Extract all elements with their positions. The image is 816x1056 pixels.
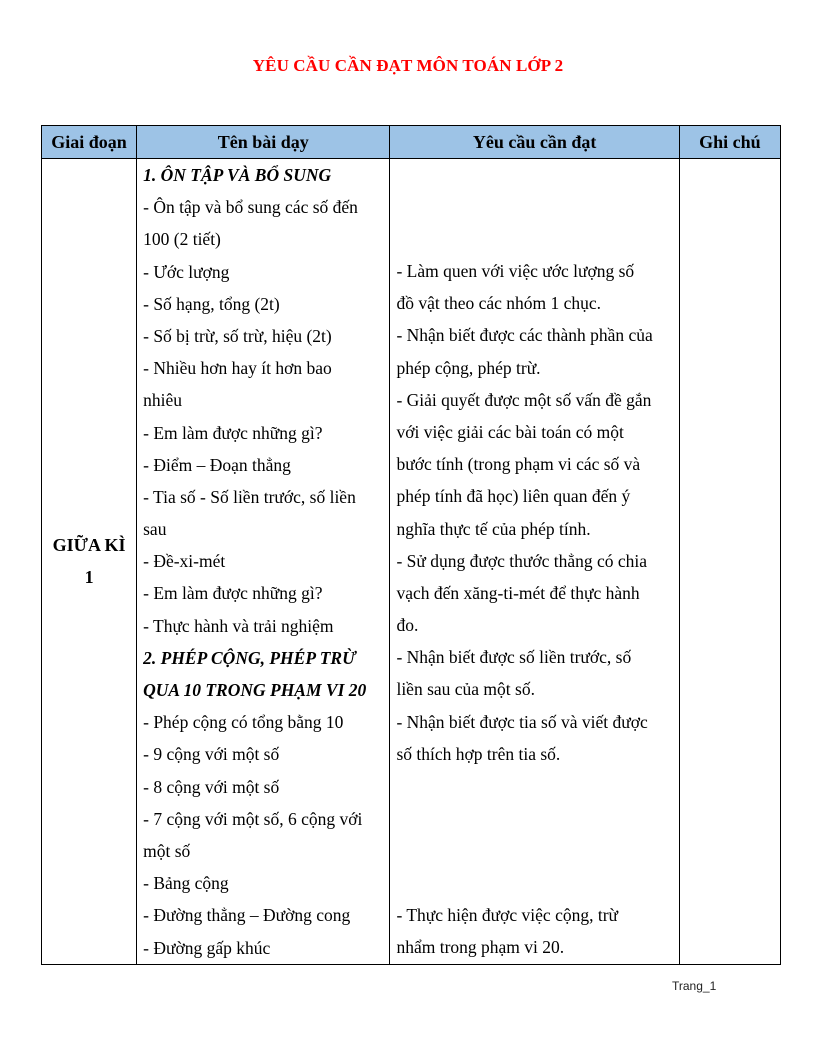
requirement-item: với việc giải các bài toán có một [396, 421, 624, 442]
section-heading: 2. PHÉP CỘNG, PHÉP TRỪ [143, 647, 356, 668]
lesson-item: một số [143, 840, 191, 861]
requirement-item: vạch đến xăng-ti-mét để thực hành [396, 582, 640, 603]
lessons-cell [137, 159, 390, 965]
header-stage: Giai đoạn [42, 126, 137, 159]
lesson-item: - Em làm được những gì? [143, 583, 323, 604]
requirement-item: - Làm quen với việc ước lượng số [396, 261, 635, 281]
requirements-table [41, 125, 781, 965]
requirement-item: - Giải quyết được một số vấn đề gắn [396, 389, 652, 410]
requirement-list [390, 159, 678, 963]
lesson-item: - Bảng cộng [143, 873, 229, 894]
requirement-item: nghĩa thực tế của phép tính. [396, 518, 591, 539]
stage-cell [42, 159, 137, 965]
requirement-item: nhẩm trong phạm vi 20. [396, 936, 565, 957]
requirement-item: phép cộng, phép trừ. [396, 357, 541, 378]
lesson-item: - Điểm – Đoạn thẳng [143, 454, 291, 475]
lesson-item: - Tia số - Số liền trước, số liền [143, 486, 356, 507]
header-notes: Ghi chú [679, 126, 780, 159]
table-header-row [42, 126, 781, 159]
lesson-list [137, 159, 389, 964]
requirement-item: - Nhận biết được số liền trước, số [396, 647, 632, 668]
requirement-item: bước tính (trong phạm vi các số và [396, 454, 641, 475]
requirement-item: - Nhận biết được các thành phần của [396, 325, 653, 346]
requirements-cell [390, 159, 679, 965]
lesson-item: - Ước lượng [143, 261, 230, 282]
lesson-item: 100 (2 tiết) [143, 229, 221, 250]
section-heading: 1. ÔN TẬP VÀ BỔ SUNG [143, 165, 332, 185]
lesson-item: - Đề-xi-mét [143, 551, 226, 572]
requirement-item: đo. [396, 615, 419, 636]
lesson-item: - 8 cộng với một số [143, 776, 280, 797]
notes-cell [679, 159, 780, 965]
table-row [42, 159, 781, 965]
lesson-item: - Đường thẳng – Đường cong [143, 905, 351, 926]
lesson-item: - Nhiều hơn hay ít hơn bao [143, 358, 332, 379]
requirement-item: phép tính đã học) liên quan đến ý [396, 486, 631, 507]
requirement-item: - Thực hiện được việc cộng, trừ [396, 904, 619, 925]
lesson-item: - Đường gấp khúc [143, 937, 271, 958]
stage-label-line2: 1 [84, 567, 94, 588]
requirement-spacer [396, 770, 673, 899]
lesson-item: - 7 cộng với một số, 6 cộng với [143, 808, 363, 829]
section-heading: QUA 10 TRONG PHẠM VI 20 [143, 680, 367, 700]
header-requirements: Yêu cầu cần đạt [390, 126, 679, 159]
lesson-item: nhiêu [143, 390, 183, 411]
lesson-item: - Ôn tập và bổ sung các số đến [143, 197, 358, 218]
requirement-item: - Nhận biết được tia số và viết được [396, 711, 648, 732]
lesson-item: - Thực hành và trải nghiệm [143, 615, 334, 636]
requirement-item: liền sau của một số. [396, 679, 535, 700]
stage-label-line1: GIỮA KÌ [52, 535, 126, 556]
lesson-item: - 9 cộng với một số [143, 744, 280, 765]
lesson-item: - Em làm được những gì? [143, 422, 323, 443]
lesson-item: - Số bị trừ, số trừ, hiệu (2t) [143, 325, 332, 346]
requirement-item: đồ vật theo các nhóm 1 chục. [396, 293, 602, 314]
header-lesson: Tên bài dạy [137, 126, 390, 159]
lesson-item: - Phép cộng có tổng bằng 10 [143, 712, 344, 733]
lesson-item: sau [143, 519, 167, 540]
page-number: Trang_1 [672, 979, 717, 993]
requirement-item: số thích hợp trên tia số. [396, 743, 561, 764]
page-title: YÊU CẦU CẦN ĐẠT MÔN TOÁN LỚP 2 [252, 56, 564, 75]
requirement-item: - Sử dụng được thước thẳng có chia [396, 550, 648, 571]
lesson-item: - Số hạng, tổng (2t) [143, 293, 280, 314]
